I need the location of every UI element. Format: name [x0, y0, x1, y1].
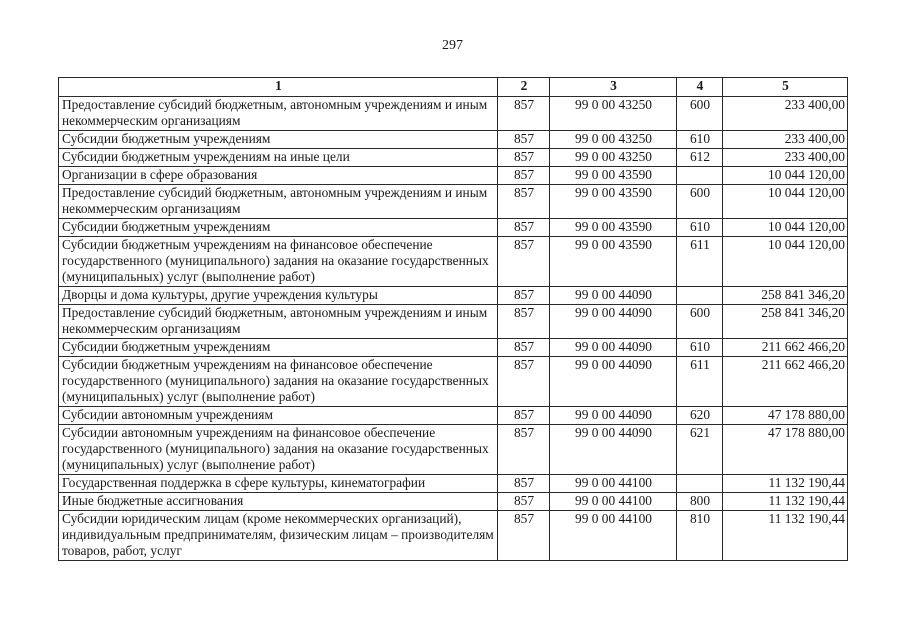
- expense-type-cell: 600: [677, 185, 723, 219]
- target-article-cell: 99 0 00 44090: [550, 339, 677, 357]
- target-article-cell: 99 0 00 43250: [550, 149, 677, 167]
- ministry-code-cell: 857: [498, 97, 550, 131]
- amount-cell: 11 132 190,44: [723, 493, 848, 511]
- item-name-cell: Предоставление субсидий бюджетным, автономным учреждениям и иным некоммерческим организациям: [59, 97, 498, 131]
- target-article-cell: 99 0 00 43590: [550, 237, 677, 287]
- budget-table: [58, 77, 848, 561]
- amount-cell: 10 044 120,00: [723, 219, 848, 237]
- expense-type-cell: [677, 167, 723, 185]
- ministry-code-cell: 857: [498, 425, 550, 475]
- item-name-cell: Субсидии бюджетным учреждениям на финансовое обеспечение государственного (муниципального) задания на оказание государственных (муниципальных) услуг (выполнение работ): [59, 237, 498, 287]
- amount-cell: 47 178 880,00: [723, 407, 848, 425]
- table-row: [59, 219, 848, 237]
- target-article-cell: 99 0 00 44090: [550, 287, 677, 305]
- ministry-code-cell: 857: [498, 493, 550, 511]
- target-article-cell: 99 0 00 43250: [550, 97, 677, 131]
- header-cell-2: 2: [498, 78, 550, 97]
- expense-type-cell: 610: [677, 219, 723, 237]
- table-row: [59, 131, 848, 149]
- target-article-cell: 99 0 00 44100: [550, 511, 677, 561]
- ministry-code-cell: 857: [498, 511, 550, 561]
- amount-cell: 211 662 466,20: [723, 339, 848, 357]
- target-article-cell: 99 0 00 44090: [550, 407, 677, 425]
- table-row: [59, 97, 848, 131]
- item-name-cell: Предоставление субсидий бюджетным, автономным учреждениям и иным некоммерческим организациям: [59, 305, 498, 339]
- ministry-code-cell: 857: [498, 219, 550, 237]
- target-article-cell: 99 0 00 44090: [550, 305, 677, 339]
- table-row: [59, 511, 848, 561]
- amount-cell: 211 662 466,20: [723, 357, 848, 407]
- table-row: [59, 357, 848, 407]
- table-row: [59, 493, 848, 511]
- amount-cell: 258 841 346,20: [723, 305, 848, 339]
- ministry-code-cell: 857: [498, 167, 550, 185]
- ministry-code-cell: 857: [498, 237, 550, 287]
- header-cell-4: 4: [677, 78, 723, 97]
- table-row: [59, 475, 848, 493]
- ministry-code-cell: 857: [498, 131, 550, 149]
- table-header: [59, 78, 848, 97]
- expense-type-cell: 800: [677, 493, 723, 511]
- expense-type-cell: 600: [677, 305, 723, 339]
- item-name-cell: Субсидии бюджетным учреждениям: [59, 339, 498, 357]
- target-article-cell: 99 0 00 43590: [550, 185, 677, 219]
- ministry-code-cell: 857: [498, 475, 550, 493]
- target-article-cell: 99 0 00 43590: [550, 167, 677, 185]
- expense-type-cell: 610: [677, 339, 723, 357]
- table-row: [59, 287, 848, 305]
- item-name-cell: Субсидии автономным учреждениям: [59, 407, 498, 425]
- table-row: [59, 237, 848, 287]
- ministry-code-cell: 857: [498, 185, 550, 219]
- amount-cell: 233 400,00: [723, 97, 848, 131]
- expense-type-cell: 611: [677, 237, 723, 287]
- target-article-cell: 99 0 00 44090: [550, 357, 677, 407]
- expense-type-cell: 810: [677, 511, 723, 561]
- ministry-code-cell: 857: [498, 339, 550, 357]
- table-row: [59, 407, 848, 425]
- expense-type-cell: [677, 287, 723, 305]
- page-number: 297: [442, 38, 463, 53]
- target-article-cell: 99 0 00 43250: [550, 131, 677, 149]
- header-row: [59, 78, 848, 97]
- expense-type-cell: 621: [677, 425, 723, 475]
- target-article-cell: 99 0 00 44100: [550, 475, 677, 493]
- table-row: [59, 149, 848, 167]
- item-name-cell: Предоставление субсидий бюджетным, автономным учреждениям и иным некоммерческим организациям: [59, 185, 498, 219]
- amount-cell: 10 044 120,00: [723, 167, 848, 185]
- item-name-cell: Организации в сфере образования: [59, 167, 498, 185]
- item-name-cell: Иные бюджетные ассигнования: [59, 493, 498, 511]
- amount-cell: 11 132 190,44: [723, 511, 848, 561]
- table-row: [59, 305, 848, 339]
- expense-type-cell: 610: [677, 131, 723, 149]
- item-name-cell: Субсидии бюджетным учреждениям: [59, 131, 498, 149]
- table-row: [59, 425, 848, 475]
- amount-cell: 10 044 120,00: [723, 237, 848, 287]
- ministry-code-cell: 857: [498, 357, 550, 407]
- expense-type-cell: 612: [677, 149, 723, 167]
- amount-cell: 233 400,00: [723, 149, 848, 167]
- target-article-cell: 99 0 00 44100: [550, 493, 677, 511]
- item-name-cell: Субсидии бюджетным учреждениям на финансовое обеспечение государственного (муниципального) задания на оказание государственных (муниципальных) услуг (выполнение работ): [59, 357, 498, 407]
- header-cell-5: 5: [723, 78, 848, 97]
- expense-type-cell: [677, 475, 723, 493]
- expense-type-cell: 611: [677, 357, 723, 407]
- target-article-cell: 99 0 00 43590: [550, 219, 677, 237]
- item-name-cell: Субсидии юридическим лицам (кроме некоммерческих организаций), индивидуальным предпринимателям, физическим лицам – производителям товаров, работ, услуг: [59, 511, 498, 561]
- table-row: [59, 185, 848, 219]
- header-cell-3: 3: [550, 78, 677, 97]
- ministry-code-cell: 857: [498, 287, 550, 305]
- amount-cell: 11 132 190,44: [723, 475, 848, 493]
- amount-cell: 233 400,00: [723, 131, 848, 149]
- item-name-cell: Дворцы и дома культуры, другие учреждения культуры: [59, 287, 498, 305]
- ministry-code-cell: 857: [498, 305, 550, 339]
- expense-type-cell: 620: [677, 407, 723, 425]
- header-cell-1: 1: [59, 78, 498, 97]
- ministry-code-cell: 857: [498, 149, 550, 167]
- item-name-cell: Субсидии бюджетным учреждениям: [59, 219, 498, 237]
- amount-cell: 47 178 880,00: [723, 425, 848, 475]
- ministry-code-cell: 857: [498, 407, 550, 425]
- expense-type-cell: 600: [677, 97, 723, 131]
- table-body: [59, 97, 848, 561]
- amount-cell: 258 841 346,20: [723, 287, 848, 305]
- item-name-cell: Субсидии бюджетным учреждениям на иные цели: [59, 149, 498, 167]
- target-article-cell: 99 0 00 44090: [550, 425, 677, 475]
- amount-cell: 10 044 120,00: [723, 185, 848, 219]
- item-name-cell: Субсидии автономным учреждениям на финансовое обеспечение государственного (муниципального) задания на оказание государственных (муниципальных) услуг (выполнение работ): [59, 425, 498, 475]
- table-row: [59, 167, 848, 185]
- item-name-cell: Государственная поддержка в сфере культуры, кинематографии: [59, 475, 498, 493]
- table-row: [59, 339, 848, 357]
